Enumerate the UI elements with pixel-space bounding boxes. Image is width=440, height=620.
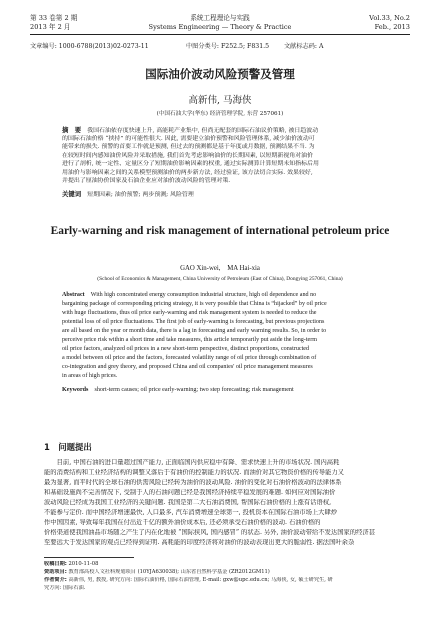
abstract-en-label: Abstract (62, 292, 85, 298)
date-cn: 2013 年 2 月 (30, 23, 71, 31)
header-rule (30, 34, 410, 35)
abstract-cn-line-1: 的国际石油价格 “挟持” 的可能性很大. 因此, 需要建立油价预警和风险管理体系, 减少油价波动可 (62, 134, 315, 142)
abstract-en-line-1: bargaining package of corresponding pricing strategy, it is very possible that China is “hijacked” by oil price (62, 301, 327, 307)
title-english: Early-warning and risk management of international petroleum price (50, 225, 390, 237)
abstract-en-line-4: are all based on the year or month data, there is a lag in forecasting and early warning results. So, in order to (62, 328, 327, 334)
abstract-cn-line-0: 摘 要 我国石油依存度快速上升, 高能耗产业集中, 但尚无配套的国际石油议价策略, 被日趋波动 (62, 126, 319, 134)
footnote-funding: 资助项目: 教育部高校人文社科规划项目 (10YJA630038); 山东省自然科学基金 (ZR2012GM11) (44, 569, 270, 575)
date-en: Feb., 2013 (374, 23, 410, 31)
abstract-cn-line-5: 用油价与影响因素之间的关系模型预测油价的两步新方法, 经过验证, 该方法切合实际. 效果较好, (62, 168, 313, 176)
body-line-4: 波动风险已经成为我国工业经济的关键问题. 我国是第二大石油消费国, 帮国际石油价格的上涨有话语权, (44, 499, 332, 506)
abstract-en-line-2: with huge fluctuations, thus oil price early-warning and risk management system is needed to reduce the (62, 310, 317, 316)
keywords-en: Keywords short-term causes; oil price early-warning; two step forecasting; risk management (62, 387, 294, 393)
authors-chinese: 高新伟, 马海侠 (188, 95, 252, 106)
affiliation-english: (School of Economics & Management, China University of Petroleum (East of China), Dongying 257061, China) (97, 276, 343, 282)
abstract-en-line-7: a model between oil price and the factors, forecasted volatility range of oil price through combination of (62, 355, 317, 361)
footnote-author-bio-cont: 究方向: 国际石油. (44, 585, 86, 591)
body-line-7: 价格渠道使我国油品市场随之产生了内在化地被 “国际挟风, 国内感冒” 的状态. 另外, 油价波动带给不发达国家的经济甚 (44, 529, 375, 536)
journal-name-en: Systems Engineering — Theory & Practice (148, 23, 292, 31)
abstract-cn-label: 摘 要 (62, 126, 82, 134)
abstract-en-line-0: Abstract With high concentrated energy consumption industrial structure, high oil dependence and no (62, 292, 317, 298)
authors-english: GAO Xin-wei, MA Hai-xia (180, 265, 260, 272)
volume-cn: 第 33 卷第 2 期 (30, 14, 78, 22)
abstract-cn-line-3: 在较短时间内感知油价风险并采取措施, 我们首先考虑影响油价的长期因素, 以短期新视角对油价 (62, 151, 313, 159)
abstract-en-line-9: in areas of high prices. (62, 373, 118, 379)
volume-en: Vol.33, No.2 (369, 14, 410, 22)
abstract-en-line-6: oil price factors, analyzed oil prices in a new short-term perspective, distinct proportions, constructed (62, 346, 310, 352)
abstract-cn-line-6: 并提出了厘油协价国家及石油企业应对油价波动风险的管理对策. (62, 177, 231, 184)
keywords-cn: 关键词 短期因素; 油价预警; 两步预测; 风险管理 (62, 190, 194, 198)
abstract-cn-line-2: 能带来的损失. 预警的首要工作就是预测, 但过去的预测都是基于年度或月数据, 预测结果不当. 为 (62, 143, 315, 150)
document-code: 文献标志码: A (284, 43, 324, 50)
keywords-en-label: Keywords (62, 387, 89, 393)
classification-number: 中图分类号: F252.5; F831.5 (186, 43, 270, 50)
body-line-8: 至要远大于发达国家的观点已经得到证明. 高耗能的印度经济将对油价的波动表现出更大的脆弱性. 据法国叶余杂 (44, 539, 355, 546)
footnote-author-bio: 作者简介: 高新伟, 男, 教授, 研究方向: 国际石油价格, 国际石油管理, E-mail: gxw@upc.edu.cn; 马海侠, 女, 硕士研究生, 研 (44, 577, 333, 583)
body-line-6: 作中国因素, 导致每年我国在付出近千亿的额外油价成本后, 还必须承受石油价格的波动. 石油价格的 (44, 519, 321, 526)
abstract-en-line-8: co-integration and grey theory, and proposed China and oil companies' oil price management measures (62, 364, 313, 370)
body-line-0: 目前, 中国石油的进口量超过国产能力, 正面临国内供应稳中有降、需求快速上升的市场状况. 国内高耗 (44, 459, 340, 466)
abstract-cn-line-4: 进行了剖析, 统一定性、定量区分了短期油价影响因素的权重, 通过实际测算计算短期未知指标后用 (62, 160, 319, 167)
affiliation-chinese: (中国石油大学(华东) 经济管理学院, 东营 257061) (156, 111, 284, 117)
article-number: 文章编号: 1000-6788(2013)02-0273-11 (30, 43, 149, 50)
keywords-cn-label: 关键词 (62, 190, 82, 198)
footnote-received: 收稿日期: 2010-11-08 (44, 561, 99, 567)
abstract-en-line-5: perceive price risk within a short time and take measures, this article temporarily put aside the long-term (62, 337, 318, 343)
footnote-rule (44, 557, 134, 558)
abstract-en-line-3: potential loss of oil price fluctuations. The first job of early-warning is forecasting, but previous projections (62, 319, 325, 325)
journal-name-cn: 系统工程理论与实践 (190, 14, 250, 22)
body-line-3: 和基础设施尚不完善情况下, 受制于人的石油问题已经是我国经济持续平稳发展的难题. 如何应对国际油价 (44, 489, 336, 496)
title-chinese: 国际油价波动风险预警及管理 (145, 67, 295, 81)
body-line-1: 能的消费结构和工业经济结构的调整又落后于有油价的控制能力的状况. 而油价对其它物资价格的传导能力又 (44, 469, 344, 476)
body-line-2: 最为显著, 而平时代的全球石油的供需风险已经转为油价的波动风险. 油价的变化对石油价格波动的法律体系 (44, 479, 342, 486)
section-heading: 1 问题提出 (44, 442, 92, 452)
body-line-5: 不能参与定价. 而中国经济增速最快, 人口最多, 汽车消费增速全球第一, 投机资本在国际石油市场上大肆炒 (44, 509, 338, 516)
